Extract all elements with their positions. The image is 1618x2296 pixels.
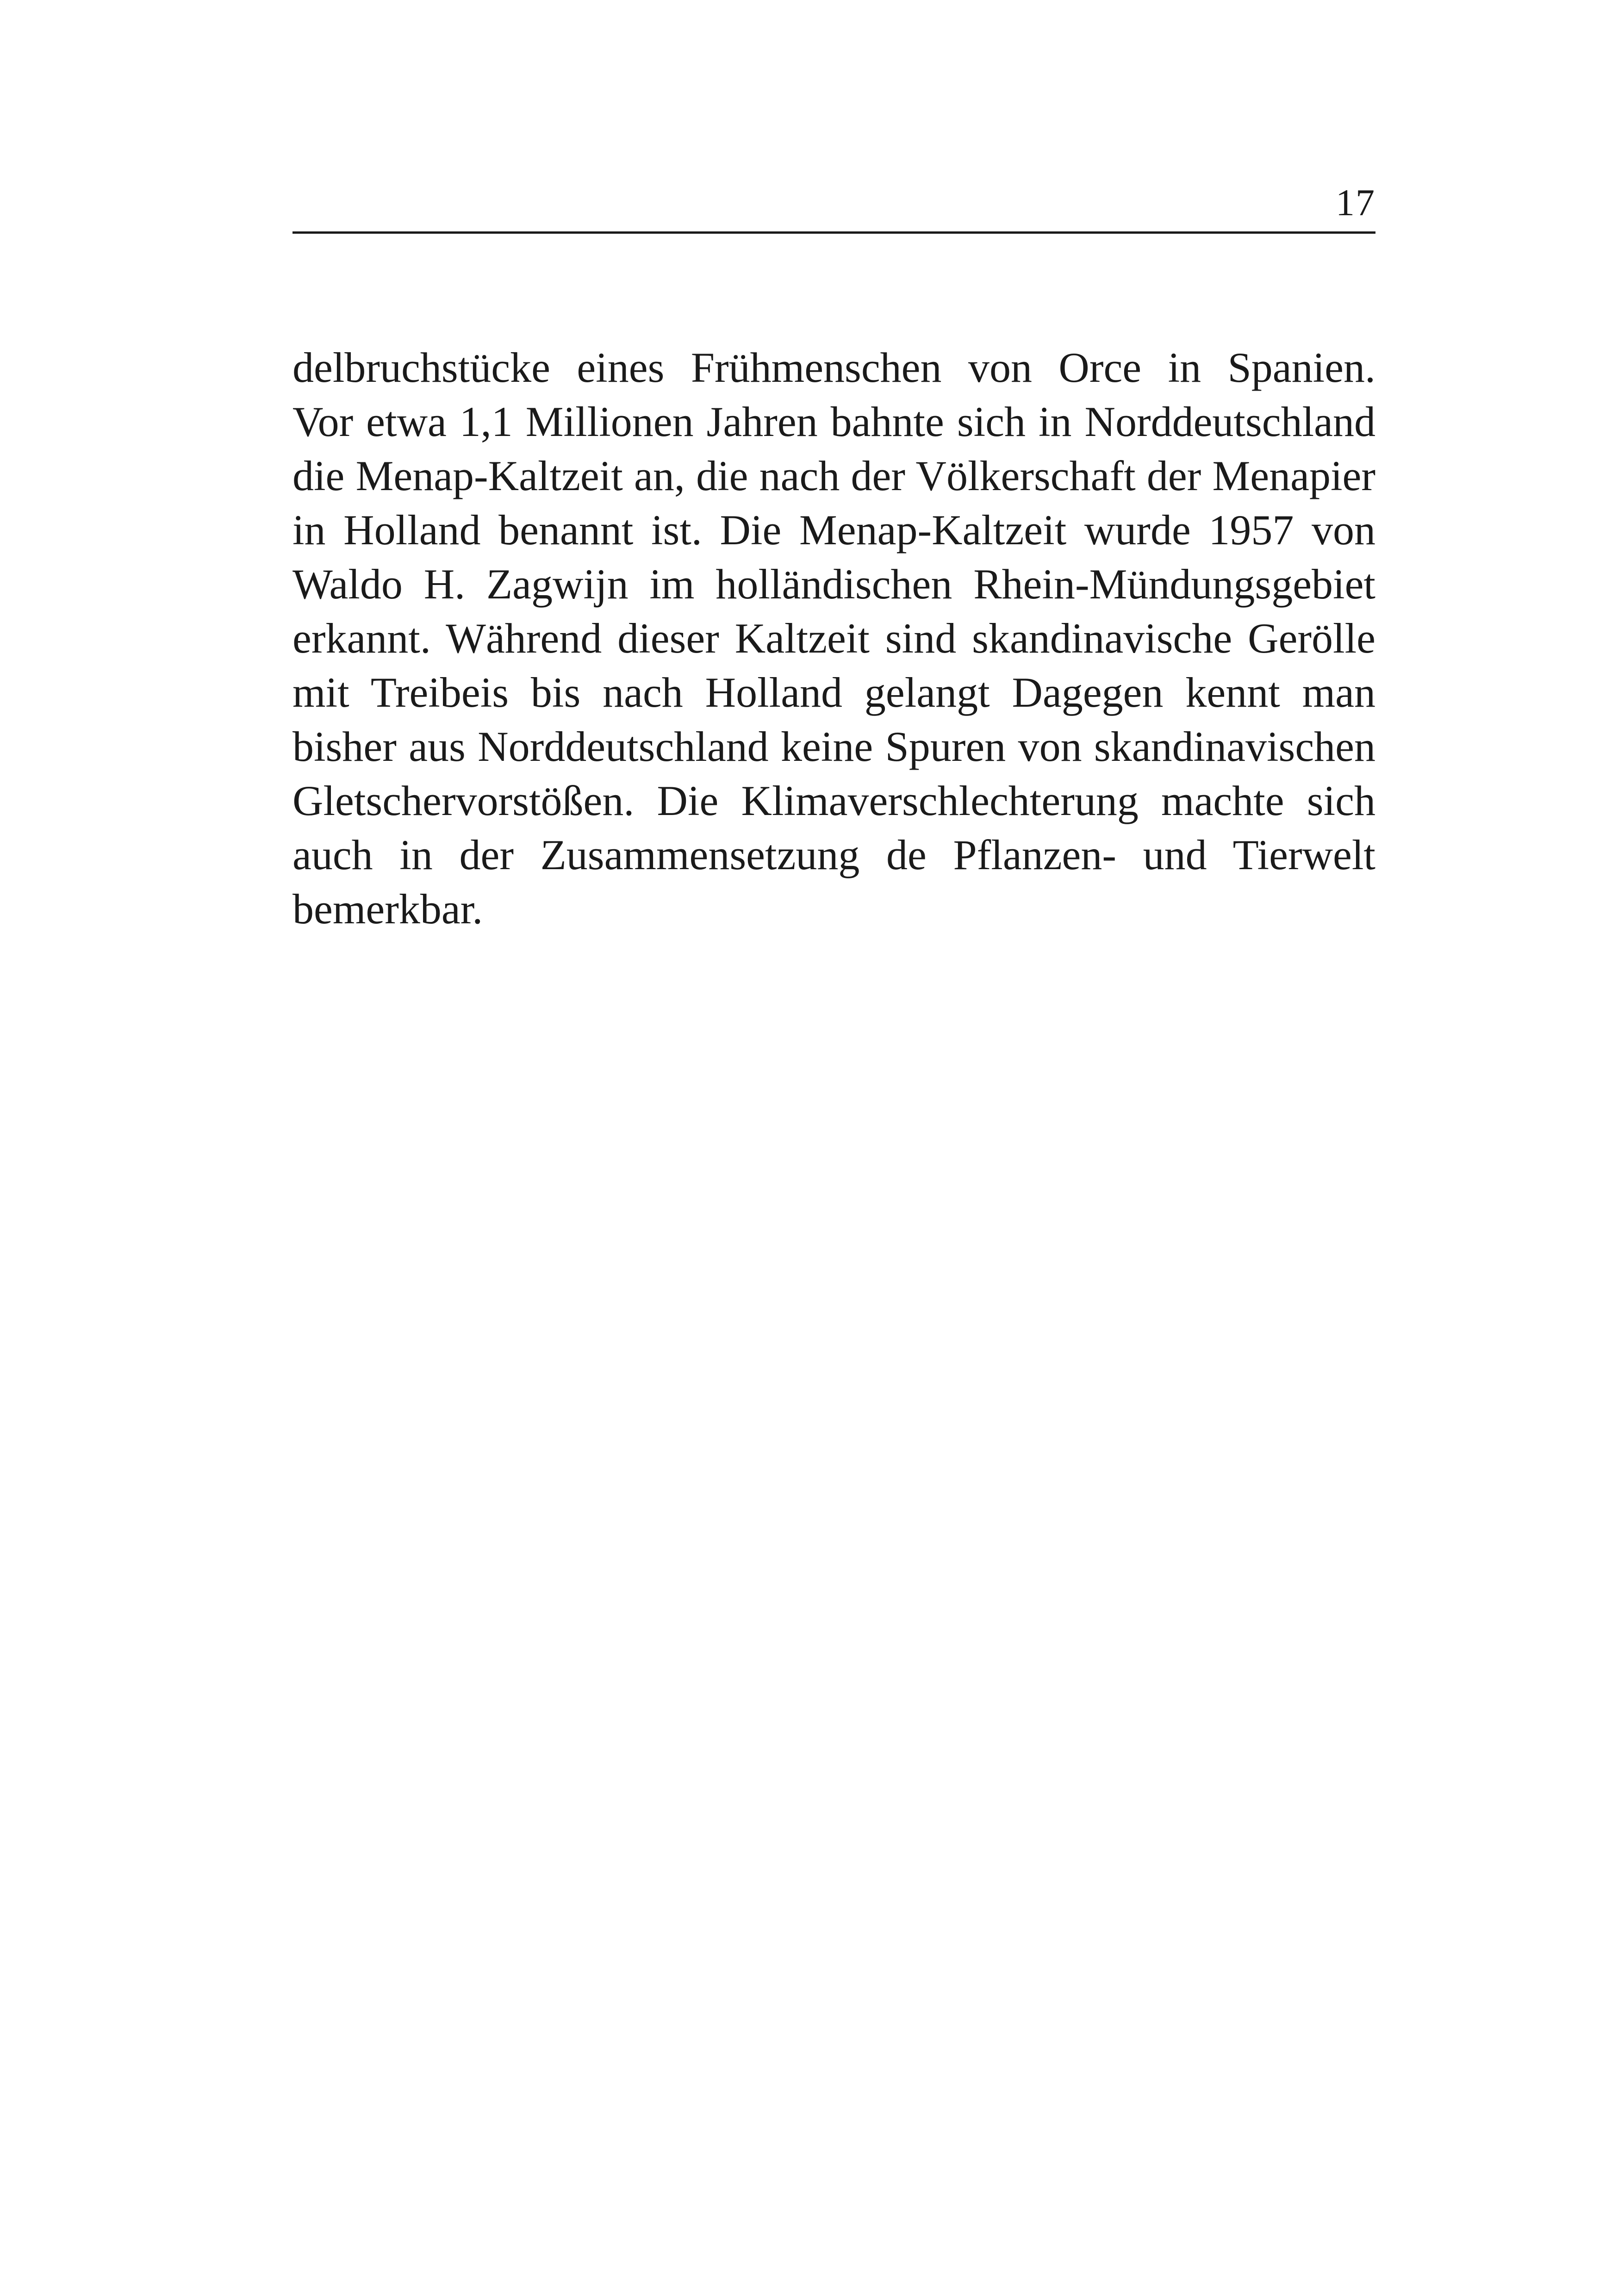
text-line: Gletschervorstößen. Die Klimaverschlechterung machte sich bbox=[292, 777, 1375, 824]
text-line: bisher aus Norddeutschland keine Spuren von skandinavischen bbox=[292, 723, 1375, 770]
text-line: auch in der Zusammensetzung de Pflanzen- und Tierwelt bbox=[292, 831, 1375, 878]
text-line: bemerkbar. bbox=[292, 885, 483, 933]
page-number: 17 bbox=[1336, 181, 1375, 224]
body-paragraph bbox=[292, 341, 1375, 936]
text-line: in Holland benannt ist. Die Menap-Kaltzeit wurde 1957 von bbox=[292, 506, 1375, 554]
text-line: erkannt. Während dieser Kaltzeit sind skandinavische Gerölle bbox=[292, 615, 1375, 662]
text-line: die Menap-Kaltzeit an, die nach der Völkerschaft der Menapier bbox=[292, 452, 1375, 499]
text-line: Waldo H. Zagwijn im holländischen Rhein-Mündungsgebiet bbox=[292, 560, 1375, 608]
text-line: delbruchstücke eines Frühmenschen von Orce in Spanien. bbox=[292, 344, 1375, 391]
running-head bbox=[292, 180, 1375, 235]
text-line: mit Treibeis bis nach Holland gelangt Dagegen kennt man bbox=[292, 669, 1375, 716]
header-rule bbox=[292, 231, 1375, 234]
text-line: Vor etwa 1,1 Millionen Jahren bahnte sich in Norddeutschland bbox=[292, 398, 1375, 445]
